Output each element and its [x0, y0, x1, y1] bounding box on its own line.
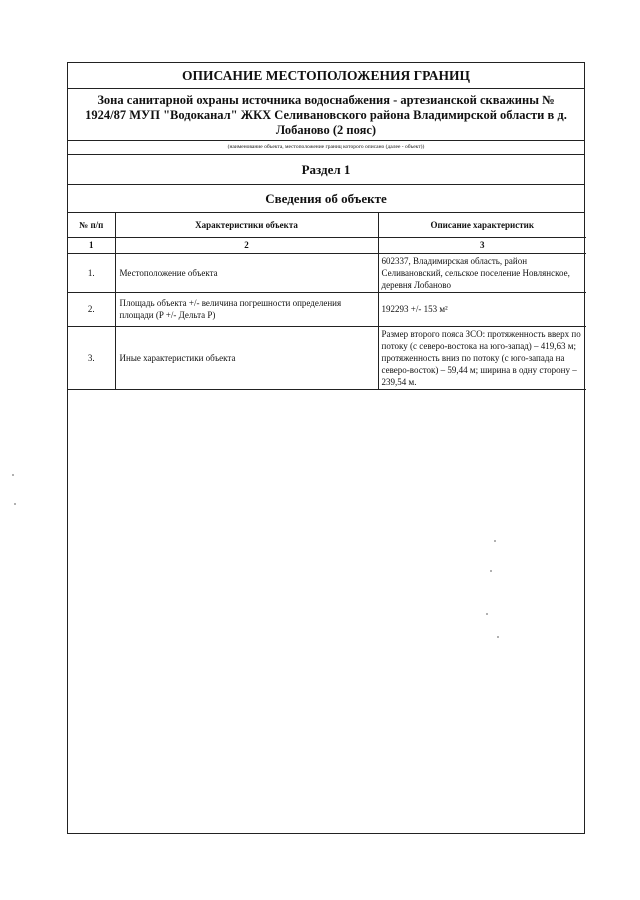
table-row	[68, 292, 586, 326]
scan-speck	[12, 474, 14, 476]
column-number-3: 3	[378, 237, 586, 253]
section-title: Раздел 1	[68, 155, 584, 185]
table-column-numbers-row	[68, 237, 586, 253]
header-number: № п/п	[68, 213, 115, 237]
table-row	[68, 326, 586, 389]
scan-speck	[14, 503, 16, 505]
row-description: 602337, Владимирская область, район Селивановский, сельское поселение Новлянское, деревня Лобаново	[378, 253, 586, 292]
row-characteristic: Иные характеристики объекта	[115, 326, 378, 389]
object-caption: (наименование объекта, местоположение границ которого описано (далее - объект))	[68, 141, 584, 155]
row-characteristic: Местоположение объекта	[115, 253, 378, 292]
table-header-row	[68, 213, 586, 237]
object-info-table	[68, 213, 586, 390]
scan-speck	[486, 613, 488, 615]
row-description: Размер второго пояса ЗСО: протяженность вверх по потоку (с северо-востока на юго-запад) – 419,63 м; протяженность вниз по потоку (с юго-запада на северо-восток) – 59,44 м; ширина в одну сторону – 239,54 м.	[378, 326, 586, 389]
scan-speck	[497, 636, 499, 638]
section-subtitle: Сведения об объекте	[68, 185, 584, 213]
row-characteristic: Площадь объекта +/- величина погрешности определения площади (P +/- Дельта P)	[115, 292, 378, 326]
object-name: Зона санитарной охраны источника водоснабжения - артезианской скважины № 1924/87 МУП "Водоканал" ЖКХ Селивановского района Владимирской области в д. Лобаново (2 пояс)	[68, 89, 584, 141]
column-number-2: 2	[115, 237, 378, 253]
document-title: ОПИСАНИЕ МЕСТОПОЛОЖЕНИЯ ГРАНИЦ	[68, 63, 584, 89]
header-description: Описание характеристик	[378, 213, 586, 237]
row-number: 3.	[68, 326, 115, 389]
row-number: 2.	[68, 292, 115, 326]
table-row	[68, 253, 586, 292]
row-number: 1.	[68, 253, 115, 292]
scan-speck	[494, 540, 496, 542]
document-frame	[67, 62, 585, 834]
row-description: 192293 +/- 153 м²	[378, 292, 586, 326]
column-number-1: 1	[68, 237, 115, 253]
header-characteristic: Характеристики объекта	[115, 213, 378, 237]
scan-speck	[490, 570, 492, 572]
